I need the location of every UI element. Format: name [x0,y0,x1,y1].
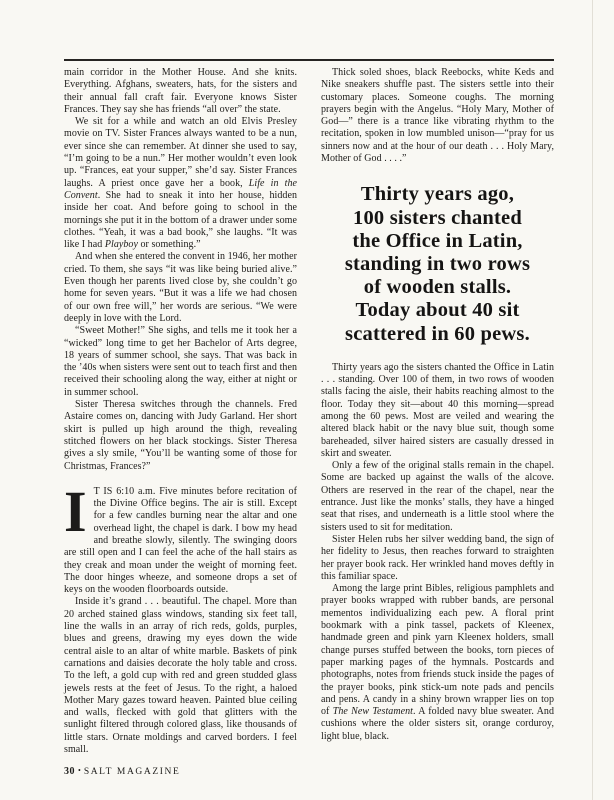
text-run: . A folded navy blue sweater. And cushions where the older sisters sit, orange corduroy, light blue, black. [321,706,554,742]
paragraph [64,478,297,597]
paragraph [321,460,554,534]
italic-text: The New Testament [332,706,413,718]
text-run: Thirty years ago the sisters chanted the Office in Latin . . . standing. Over 100 of them, in two rows of wooden stalls facing the aisle, their habits reaching almost to the floor. Today they sit—about 40 this morning—spread among the 60 pews. Most are veiled and wearing the altered black habit or the navy blue suit, though some bareheaded, silver haired sisters are casually dressed in skirt and sweater. [321,361,554,459]
paragraph [321,534,554,583]
pull-quote-line: the Office in Latin, [352,229,523,252]
paragraph [321,583,554,743]
italic-text: Life in the Convent [64,177,297,201]
text-run: Only a few of the original stalls remain in the chapel. Some are backed up against the walls of the alcove. Others are reserved in the rear of the chapel, near the entrance. Just like the monks’ stalls, they have a hinged seat that rises, and underneath is a little stool where the sisters used to sit for meditation. [321,460,554,533]
drop-cap: I [64,478,87,544]
text-run: Inside it’s grand . . . beautiful. The chapel. More than 20 arched stained glass windows, standing six feet tall, line the walls in an array of rich reds, golds, purples, blues and greens, drawing my eyes down the wide central aisle to an altar of white marble. Baskets of pink carnations and daisies decorate the holy table and cross. To the left, a gold cup with red and green studded glass jewels rests at the feet of Jesus. To the right, a haloed Mother Mary gazes toward heaven. Painted blue ceiling and walls, flecked with gold that glitters with the sunlight filtered through colored glass, like thousands of little stars. Ornate moldings and carved borders. I feel small. [64,596,297,756]
text-run: T IS 6:10 a.m. Five minutes before recitation of the Divine Office begins. The air is still. Except for a few candles burning near the altar and one overhead light, the chapel is dark. I bow my head and breathe slowly, silently. The swinging doors are still open and I can feel the ache of the hall stairs as they creak and moan under the weight of morning feet. The door hinges wheeze, and someone drops a set of keys on the wooden floorboards outside. [64,485,297,596]
article-body [64,67,554,756]
text-run: Thick soled shoes, black Reebocks, white Keds and Nike sneakers shuffle past. The sisters settle into their customary places. Someone coughs. The morning prayers begin with the Angelus. “Holy Mary, Mother of God—” there is a trance like vibrating rhythm to the recitation, spoken in low mumbled unison—“pray for us sinners now and at the hour of our death . . . Holy Mary, Mother of God . . . .” [321,67,554,165]
text-run: “Sweet Mother!” She sighs, and tells me it took her a “wicked” long time to get her Bachelor of Arts degree, 18 years of summer school, she says. That was back in the ’40s when sisters were sent out to teach first and then received their schooling along the way, either at night or in summer school. [64,325,297,398]
paragraph [321,362,554,460]
pull-quote [321,183,554,345]
left-column [64,67,297,756]
paragraph [64,325,297,399]
text-run: We sit for a while and watch an old Elvis Presley movie on TV. Sister Frances always wanted to be a nun, ever since she can remember. At dinner she used to say, “I’m going to be a nun.” Her mother wouldn’t even look up. “Frances, eat your supper,” she’d say. Sister Frances laughs. A priest once gave her a book, [64,116,297,189]
text-run: . She had to sneak it into her house, hidden inside her coat. And before going to school in the mornings she put it in the bottom of a drawer under some clothes. “Yeah, it was a bad book,” she laughs. “It was like I had [64,189,297,251]
paragraph [64,251,297,325]
text-run: Among the large print Bibles, religious pamphlets and prayer books wrapped with rubber bands, are personal mementos individualizing each pew. A floral print bookmark with a pink tassel, packets of Kleenex, handmade green and pink yarn Kleenex holders, small change purses stuffed between the books, torn pieces of paper marking pages of the hymnals. Postcards and photographs, notes from friends stuck inside the pages of the prayer books, pink stick-um note pads and pencils and pens. A candy in a shiny brown wrapper lies on top of [321,583,554,718]
pull-quote-line: Thirty years ago, [360,183,515,206]
pull-quote-line: Today about 40 sit [355,299,520,322]
pull-quote-line: scattered in 60 pews. [345,322,530,345]
pull-quote-line: of wooden stalls. [363,276,512,299]
text-run: Sister Theresa switches through the channels. Fred Astaire comes on, dancing with Judy Garland. Her short skirt is pulled up high around the thigh, revealing stitched flowers on her black stockings. Sister Theresa gives a sly smile, “You’ll be wanting some of those for Christmas, Frances?” [64,399,297,472]
text-run: or something.” [137,239,201,251]
text-run: Sister Helen rubs her silver wedding band, the sign of her fidelity to Jesus, then reaches forward to straighten her prayer book rack. Her wrinkled hand moves deftly in this familiar space. [321,533,554,582]
text-run: main corridor in the Mother House. And she knits. Everything. Afghans, sweaters, hats, for the sisters and their annual fall craft fair. Everyone knows Sister Frances. They say she has friends “all over” the state. [64,67,297,115]
magazine-title: SALT MAGAZINE [83,767,181,777]
page-edge [592,0,593,800]
bullet-separator: • [78,766,81,775]
text-run: And when she entered the convent in 1946, her mother cried. To them, she says “it was like being buried alive.” Even though her parents lived close by, she couldn’t go home for seven years. “But it was a life we had chosen of our own free will,” her words are serious. “We were deeply in love with the Lord. [64,251,297,324]
right-column [321,67,554,756]
paragraph [321,67,554,165]
paragraph [64,596,297,756]
pull-quote-line: 100 sisters chanted [353,206,522,229]
pull-quote-line: standing in two rows [344,252,531,275]
paragraph [64,116,297,251]
paragraph [64,399,297,473]
column-rule [64,59,554,61]
paragraph [64,67,297,116]
page-footer [64,766,180,777]
page-number: 30 [64,766,75,777]
italic-text: Playboy [104,239,138,251]
